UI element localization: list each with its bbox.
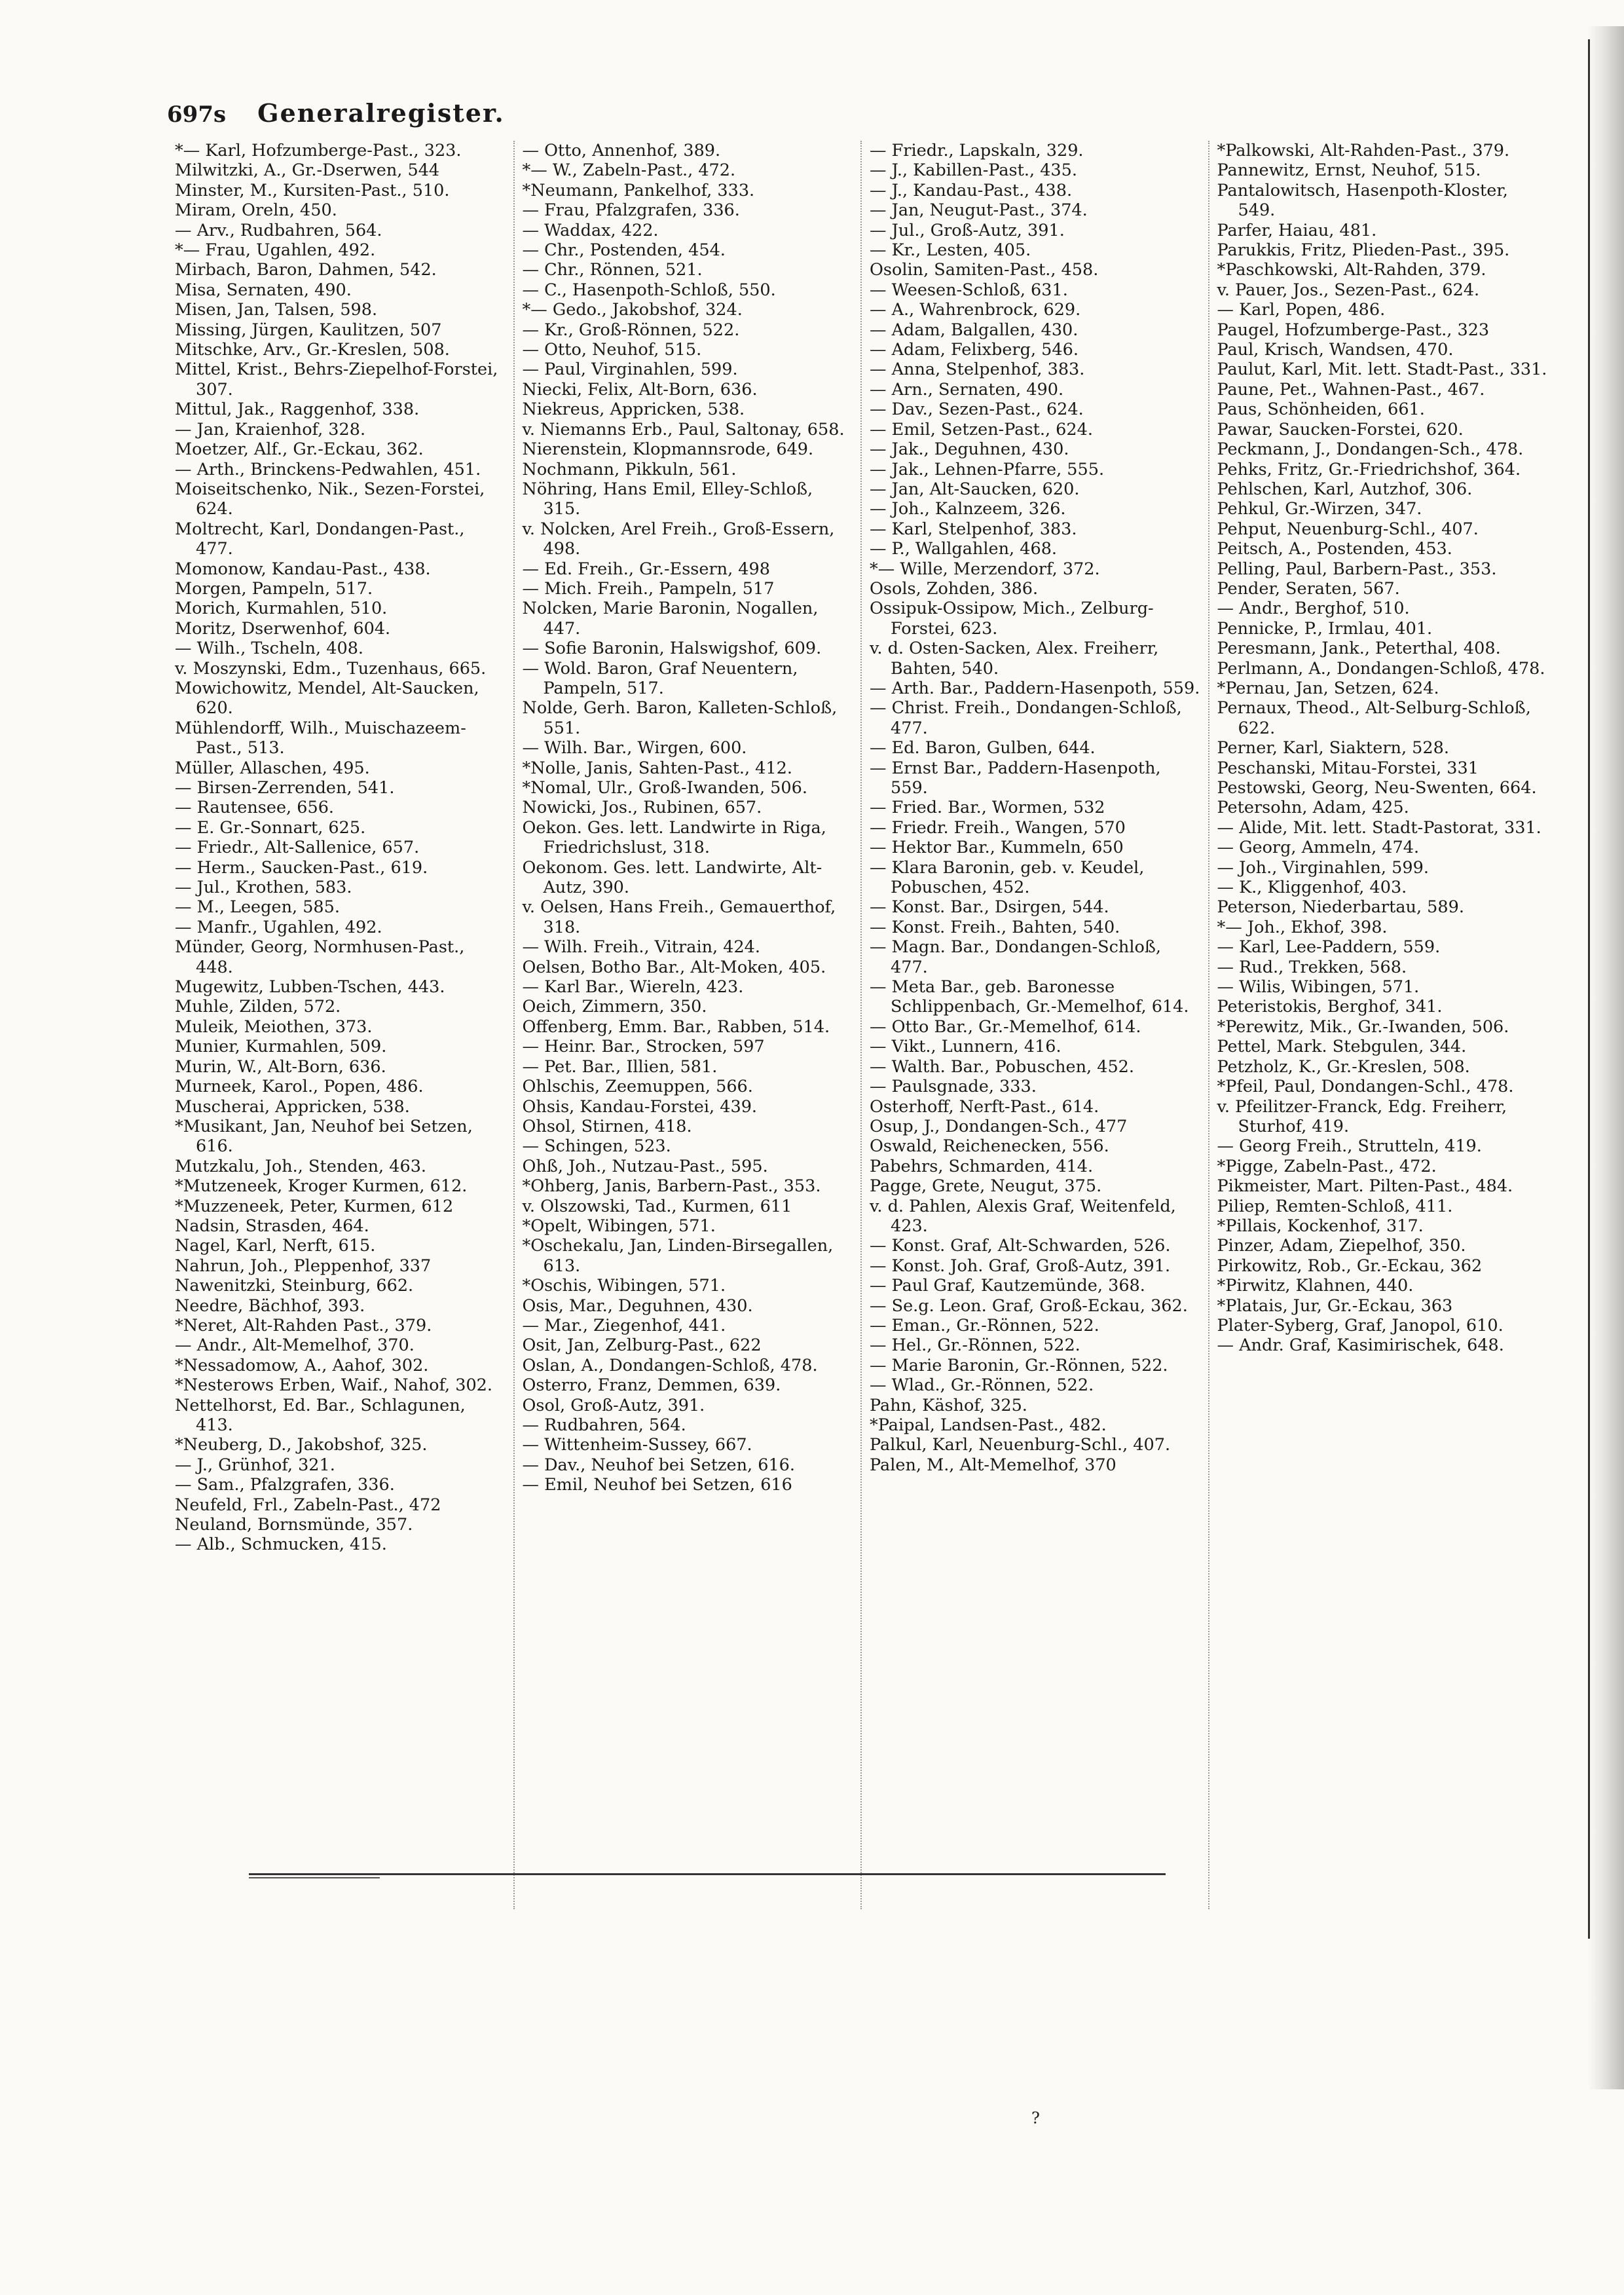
register-entry: Mirbach, Baron, Dahmen, 542. xyxy=(175,260,437,280)
register-entry: Perlmann, A., Dondangen-Schloß, 478. xyxy=(1217,658,1545,679)
register-entry: — A., Wahrenbrock, 629. xyxy=(870,300,1081,320)
register-entry: — Meta Bar., geb. Baronesse Schlippenbach, Gr.-Memelhof, 614. xyxy=(870,977,1189,1017)
register-entry: *— Gedo., Jakobshof, 324. xyxy=(522,300,743,320)
register-entry: — Emil, Neuhof bei Setzen, 616 xyxy=(522,1475,792,1495)
register-entry: Niecki, Felix, Alt-Born, 636. xyxy=(522,379,758,400)
footer-mark: ? xyxy=(1031,2109,1040,2127)
register-entry: Osols, Zohden, 386. xyxy=(870,578,1039,599)
register-entry: — Andr., Alt-Memelhof, 370. xyxy=(175,1335,415,1356)
register-entry: Perner, Karl, Siaktern, 528. xyxy=(1217,738,1449,758)
register-entry: — Magn. Bar., Dondangen-Schloß, 477. xyxy=(870,937,1161,977)
register-entry: *— Wille, Merzendorf, 372. xyxy=(870,559,1100,579)
register-entry: *Paipal, Landsen-Past., 482. xyxy=(870,1415,1107,1435)
register-entry: — M., Leegen, 585. xyxy=(175,897,340,918)
register-entry: — Sam., Pfalzgrafen, 336. xyxy=(175,1475,395,1495)
register-entry: — P., Wallgahlen, 468. xyxy=(870,539,1058,559)
register-entry: Münder, Georg, Normhusen-Past., 448. xyxy=(175,937,465,977)
register-entry: — Konst. Freih., Bahten, 540. xyxy=(870,917,1120,937)
register-entry: Nolde, Gerh. Baron, Kalleten-Schloß, 551. xyxy=(522,698,838,738)
register-entry: Pelling, Paul, Barbern-Past., 353. xyxy=(1217,559,1497,579)
register-entry: — Karl, Lee-Paddern, 559. xyxy=(1217,937,1441,958)
register-entry: Misen, Jan, Talsen, 598. xyxy=(175,300,378,320)
register-entry: — Wilh. Bar., Wirgen, 600. xyxy=(522,738,747,758)
register-entry: Pettel, Mark. Stebgulen, 344. xyxy=(1217,1037,1467,1057)
register-entry: v. d. Pahlen, Alexis Graf, Weitenfeld, 423. xyxy=(870,1196,1176,1236)
register-entry: — Eman., Gr.-Rönnen, 522. xyxy=(870,1315,1099,1335)
register-entry: Moritz, Dserwenhof, 604. xyxy=(175,618,391,639)
register-entry: — Kr., Groß-Rönnen, 522. xyxy=(522,320,740,340)
register-entry: — Se.g. Leon. Graf, Groß-Eckau, 362. xyxy=(870,1296,1188,1316)
register-entry: *Neret, Alt-Rahden Past., 379. xyxy=(175,1315,432,1335)
register-entry: — Walth. Bar., Pobuschen, 452. xyxy=(870,1056,1135,1077)
register-entry: — Ed. Freih., Gr.-Essern, 498 xyxy=(522,559,770,579)
register-entry: Pantalowitsch, Hasenpoth-Kloster, 549. xyxy=(1217,180,1508,221)
register-entry: — Ed. Baron, Gulben, 644. xyxy=(870,738,1096,758)
register-entry: — Chr., Rönnen, 521. xyxy=(522,260,703,280)
register-entry: — Wilis, Wibingen, 571. xyxy=(1217,977,1420,998)
register-entry: — Rud., Trekken, 568. xyxy=(1217,957,1407,977)
register-entry: — Kr., Lesten, 405. xyxy=(870,240,1031,261)
register-column-1 xyxy=(167,141,513,1909)
register-entry: Petersohn, Adam, 425. xyxy=(1217,798,1409,818)
register-entry: Pabehrs, Schmarden, 414. xyxy=(870,1156,1094,1176)
register-entry: *Oschekalu, Jan, Linden-Birsegallen, 613. xyxy=(522,1236,834,1276)
register-entry: Palen, M., Alt-Memelhof, 370 xyxy=(870,1455,1116,1475)
register-entry: Oeich, Zimmern, 350. xyxy=(522,997,707,1017)
register-entry: Parukkis, Fritz, Plieden-Past., 395. xyxy=(1217,240,1510,261)
register-entry: Momonow, Kandau-Past., 438. xyxy=(175,559,431,579)
register-entry: — Adam, Felixberg, 546. xyxy=(870,340,1079,360)
register-entry: — Marie Baronin, Gr.-Rönnen, 522. xyxy=(870,1355,1168,1375)
register-entry: Paune, Pet., Wahnen-Past., 467. xyxy=(1217,379,1485,400)
register-entry: — Jul., Groß-Autz, 391. xyxy=(870,220,1065,240)
register-entry: — Wittenheim-Sussey, 667. xyxy=(522,1435,752,1455)
register-entry: Moiseitschenko, Nik., Sezen-Forstei, 624. xyxy=(175,479,485,519)
register-entry: — Konst. Graf, Alt-Schwarden, 526. xyxy=(870,1236,1171,1256)
register-entry: — Karl, Popen, 486. xyxy=(1217,300,1386,320)
register-entry: *Pigge, Zabeln-Past., 472. xyxy=(1217,1156,1437,1176)
register-entry: *Nesterows Erben, Waif., Nahof, 302. xyxy=(175,1375,492,1396)
register-entry: Pestowski, Georg, Neu-Swenten, 664. xyxy=(1217,778,1537,798)
register-entry: — E. Gr.-Sonnart, 625. xyxy=(175,817,366,838)
register-entry: — Konst. Bar., Dsirgen, 544. xyxy=(870,897,1109,918)
register-entry: Nettelhorst, Ed. Bar., Schlagunen, 413. xyxy=(175,1395,466,1435)
register-entry: Ohsis, Kandau-Forstei, 439. xyxy=(522,1096,758,1117)
register-entry: Misa, Sernaten, 490. xyxy=(175,280,352,300)
register-entry: Nagel, Karl, Nerft, 615. xyxy=(175,1236,376,1256)
register-entry: *Palkowski, Alt-Rahden-Past., 379. xyxy=(1217,141,1510,160)
register-entry: Murin, W., Alt-Born, 636. xyxy=(175,1056,386,1077)
register-entry: Peschanski, Mitau-Forstei, 331 xyxy=(1217,758,1479,778)
register-entry: Oelsen, Botho Bar., Alt-Moken, 405. xyxy=(522,957,826,977)
register-entry: — Otto Bar., Gr.-Memelhof, 614. xyxy=(870,1017,1141,1037)
register-entry: — Christ. Freih., Dondangen-Schloß, 477. xyxy=(870,698,1182,738)
register-entry: — J., Kandau-Past., 438. xyxy=(870,180,1073,200)
register-entry: Pehput, Neuenburg-Schl., 407. xyxy=(1217,519,1479,539)
register-entry: Peresmann, Jank., Peterthal, 408. xyxy=(1217,639,1501,659)
register-entry: — Hel., Gr.-Rönnen, 522. xyxy=(870,1335,1080,1356)
register-entry: — Anna, Stelpenhof, 383. xyxy=(870,360,1085,380)
register-entry: Munier, Kurmahlen, 509. xyxy=(175,1037,387,1057)
register-entry: — Emil, Setzen-Past., 624. xyxy=(870,419,1093,439)
register-entry: Mühlendorff, Wilh., Muischazeem-Past., 513. xyxy=(175,718,466,758)
register-entry: — Dav., Sezen-Past., 624. xyxy=(870,400,1084,420)
register-entry: Pehkul, Gr.-Wirzen, 347. xyxy=(1217,499,1422,519)
register-entry: Osolin, Samiten-Past., 458. xyxy=(870,260,1099,280)
register-entry: Osol, Groß-Autz, 391. xyxy=(522,1395,705,1415)
register-entry: — K., Kliggenhof, 403. xyxy=(1217,878,1407,898)
register-entry: Miram, Oreln, 450. xyxy=(175,200,337,221)
register-entry: — Jak., Lehnen-Pfarre, 555. xyxy=(870,459,1105,479)
register-entry: — Frau, Pfalzgrafen, 336. xyxy=(522,200,740,221)
register-entry: Pehks, Fritz, Gr.-Friedrichshof, 364. xyxy=(1217,459,1521,479)
register-entry: — Karl Bar., Wiereln, 423. xyxy=(522,977,744,998)
register-entry: Ossipuk-Ossipow, Mich., Zelburg-Forstei, 623. xyxy=(870,599,1154,639)
register-entry: v. Olszowski, Tad., Kurmen, 611 xyxy=(522,1196,792,1216)
register-entry: Osup, J., Dondangen-Sch., 477 xyxy=(870,1116,1128,1136)
register-entry: — Wilh., Tscheln, 408. xyxy=(175,639,364,659)
register-entry: Piliep, Remten-Schloß, 411. xyxy=(1217,1196,1453,1216)
register-entry: Pinzer, Adam, Ziepelhof, 350. xyxy=(1217,1236,1466,1256)
register-entry: Ohß, Joh., Nutzau-Past., 595. xyxy=(522,1156,768,1176)
register-entry: — Pet. Bar., Illien, 581. xyxy=(522,1056,718,1077)
register-entry: Pagge, Grete, Neugut, 375. xyxy=(870,1176,1102,1197)
register-entry: Oekonom. Ges. lett. Landwirte, Alt-Autz, 390. xyxy=(522,857,822,898)
register-entry: — Friedr., Lapskaln, 329. xyxy=(870,141,1084,160)
register-entry: Ohsol, Stirnen, 418. xyxy=(522,1116,692,1136)
register-entry: v. Moszynski, Edm., Tuzenhaus, 665. xyxy=(175,658,487,679)
register-entry: Peitsch, A., Postenden, 453. xyxy=(1217,539,1452,559)
register-column-3 xyxy=(860,141,1208,1909)
register-entry: *— Joh., Ekhof, 398. xyxy=(1217,917,1388,937)
register-entry: — Jan, Neugut-Past., 374. xyxy=(870,200,1088,221)
register-entry: — Karl, Stelpenhof, 383. xyxy=(870,519,1077,539)
register-entry: Mittel, Krist., Behrs-Ziepelhof-Forstei, 307. xyxy=(175,360,498,400)
register-entry: — Dav., Neuhof bei Setzen, 616. xyxy=(522,1455,796,1475)
register-column-4 xyxy=(1208,141,1556,1909)
register-entry: v. Niemanns Erb., Paul, Saltonay, 658. xyxy=(522,419,845,439)
register-entry: — Rautensee, 656. xyxy=(175,798,335,818)
register-entry: Pennicke, P., Irmlau, 401. xyxy=(1217,618,1433,639)
register-entry: Neufeld, Frl., Zabeln-Past., 472 xyxy=(175,1495,441,1515)
register-entry: Peteristokis, Berghof, 341. xyxy=(1217,997,1443,1017)
register-entry: *Pernau, Jan, Setzen, 624. xyxy=(1217,678,1439,698)
register-entry: *Perewitz, Mik., Gr.-Iwanden, 506. xyxy=(1217,1017,1509,1037)
register-entry: — Chr., Postenden, 454. xyxy=(522,240,726,261)
register-entry: — Friedr., Alt-Sallenice, 657. xyxy=(175,838,420,858)
register-entry: Mugewitz, Lubben-Tschen, 443. xyxy=(175,977,445,998)
register-entry: Pawar, Saucken-Forstei, 620. xyxy=(1217,419,1464,439)
register-entry: — Adam, Balgallen, 430. xyxy=(870,320,1079,340)
register-entry: *Mutzeneek, Kroger Kurmen, 612. xyxy=(175,1176,468,1197)
register-entry: Paugel, Hofzumberge-Past., 323 xyxy=(1217,320,1490,340)
register-entry: *Pirwitz, Klahnen, 440. xyxy=(1217,1276,1414,1296)
register-entry: Ohlschis, Zeemuppen, 566. xyxy=(522,1077,753,1097)
register-entry: — Weesen-Schloß, 631. xyxy=(870,280,1068,300)
register-entry: Oekon. Ges. lett. Landwirte in Riga, Friedrichslust, 318. xyxy=(522,817,826,858)
register-entry: *Neumann, Pankelhof, 333. xyxy=(522,180,755,200)
page-title: Generalregister. xyxy=(257,98,505,128)
register-entry: — Klara Baronin, geb. v. Keudel, Pobuschen, 452. xyxy=(870,857,1145,898)
register-entry: v. Pfeilitzer-Franck, Edg. Freiherr, Sturhof, 419. xyxy=(1217,1096,1507,1136)
register-entry: — Paulsgnade, 333. xyxy=(870,1077,1037,1097)
register-entry: Osis, Mar., Deguhnen, 430. xyxy=(522,1296,753,1316)
register-entry: Palkul, Karl, Neuenburg-Schl., 407. xyxy=(870,1435,1171,1455)
register-entry: Needre, Bächhof, 393. xyxy=(175,1296,365,1316)
register-entry: — Jan, Alt-Saucken, 620. xyxy=(870,479,1080,499)
register-entry: — C., Hasenpoth-Schloß, 550. xyxy=(522,280,776,300)
register-entry: *Pfeil, Paul, Dondangen-Schl., 478. xyxy=(1217,1077,1514,1097)
register-entry: Pender, Seraten, 567. xyxy=(1217,578,1400,599)
register-entry: — Arv., Rudbahren, 564. xyxy=(175,220,382,240)
register-entry: — Schingen, 523. xyxy=(522,1136,671,1157)
page-edge-line xyxy=(1588,39,1590,1939)
register-entry: Osterro, Franz, Demmen, 639. xyxy=(522,1375,781,1396)
register-entry: — J., Kabillen-Past., 435. xyxy=(870,160,1077,181)
register-entry: — Arn., Sernaten, 490. xyxy=(870,379,1064,400)
register-entry: Pehlschen, Karl, Autzhof, 306. xyxy=(1217,479,1473,499)
register-entry: Peckmann, J., Dondangen-Sch., 478. xyxy=(1217,439,1524,460)
register-entry: — Wlad., Gr.-Rönnen, 522. xyxy=(870,1375,1094,1396)
register-entry: — Joh., Kalnzeem, 326. xyxy=(870,499,1066,519)
register-entry: — Joh., Virginahlen, 599. xyxy=(1217,857,1429,878)
register-entry: *— W., Zabeln-Past., 472. xyxy=(522,160,736,181)
register-entry: *Pillais, Kockenhof, 317. xyxy=(1217,1216,1424,1236)
register-entry: — Georg Freih., Strutteln, 419. xyxy=(1217,1136,1482,1157)
register-entry: — Otto, Annenhof, 389. xyxy=(522,141,721,160)
register-entry: Morgen, Pampeln, 517. xyxy=(175,578,373,599)
register-entry: — Friedr. Freih., Wangen, 570 xyxy=(870,817,1126,838)
register-entry: Pahn, Käshof, 325. xyxy=(870,1395,1027,1415)
register-entry: — Vikt., Lunnern, 416. xyxy=(870,1037,1061,1057)
register-entry: *Muzzeneek, Peter, Kurmen, 612 xyxy=(175,1196,454,1216)
register-entry: — Heinr. Bar., Strocken, 597 xyxy=(522,1037,765,1057)
register-entry: Osit, Jan, Zelburg-Past., 622 xyxy=(522,1335,762,1356)
register-entry: Müller, Allaschen, 495. xyxy=(175,758,370,778)
register-entry: Osterhoff, Nerft-Past., 614. xyxy=(870,1096,1099,1117)
register-entry: Nolcken, Marie Baronin, Nogallen, 447. xyxy=(522,599,819,639)
register-entry: Mitschke, Arv., Gr.-Kreslen, 508. xyxy=(175,340,450,360)
register-entry: *Ohberg, Janis, Barbern-Past., 353. xyxy=(522,1176,821,1197)
register-entry: Missing, Jürgen, Kaulitzen, 507 xyxy=(175,320,442,340)
register-entry: Oslan, A., Dondangen-Schloß, 478. xyxy=(522,1355,818,1375)
register-entry: Mowichowitz, Mendel, Alt-Saucken, 620. xyxy=(175,678,479,718)
register-entry: *— Frau, Ugahlen, 492. xyxy=(175,240,376,261)
register-entry: — Georg, Ammeln, 474. xyxy=(1217,838,1420,858)
register-entry: Paus, Schönheiden, 661. xyxy=(1217,400,1425,420)
register-entry: — Jak., Deguhnen, 430. xyxy=(870,439,1069,460)
register-entry: — Jan, Kraienhof, 328. xyxy=(175,419,366,439)
register-entry: v. Nolcken, Arel Freih., Groß-Essern, 498. xyxy=(522,519,835,559)
register-entry: Oswald, Reichenecken, 556. xyxy=(870,1136,1109,1157)
register-entry: Mutzkalu, Joh., Stenden, 463. xyxy=(175,1156,427,1176)
register-entry: Peterson, Niederbartau, 589. xyxy=(1217,897,1464,918)
register-entry: Mittul, Jak., Raggenhof, 338. xyxy=(175,400,420,420)
register-entry: Nowicki, Jos., Rubinen, 657. xyxy=(522,798,762,818)
bottom-rule-short xyxy=(249,1877,380,1878)
register-entry: Paulut, Karl, Mit. lett. Stadt-Past., 331. xyxy=(1217,360,1547,380)
register-entry: — Mar., Ziegenhof, 441. xyxy=(522,1315,726,1335)
page-header xyxy=(167,98,1215,138)
register-entry: Petzholz, K., Gr.-Kreslen, 508. xyxy=(1217,1056,1470,1077)
register-entry: *Musikant, Jan, Neuhof bei Setzen, 616. xyxy=(175,1116,473,1157)
register-entry: Nierenstein, Klopmannsrode, 649. xyxy=(522,439,814,460)
register-entry: — Alide, Mit. lett. Stadt-Pastorat, 331. xyxy=(1217,817,1541,838)
register-entry: Plater-Syberg, Graf, Janopol, 610. xyxy=(1217,1315,1504,1335)
register-entry: — Mich. Freih., Pampeln, 517 xyxy=(522,578,775,599)
register-entry: Nochmann, Pikkuln, 561. xyxy=(522,459,737,479)
register-entry: *Neuberg, D., Jakobshof, 325. xyxy=(175,1435,428,1455)
register-entry: — Arth., Brinckens-Pedwahlen, 451. xyxy=(175,459,481,479)
page-edge-shadow xyxy=(1588,26,1624,2089)
register-entry: v. d. Osten-Sacken, Alex. Freiherr, Bahten, 540. xyxy=(870,639,1159,679)
register-entry: — Herm., Saucken-Past., 619. xyxy=(175,857,428,878)
register-entry: — Andr. Graf, Kasimirischek, 648. xyxy=(1217,1335,1504,1356)
register-entry: — Arth. Bar., Paddern-Hasenpoth, 559. xyxy=(870,678,1200,698)
register-entry: Pirkowitz, Rob., Gr.-Eckau, 362 xyxy=(1217,1256,1483,1276)
register-column-2 xyxy=(513,141,861,1909)
register-entry: — Fried. Bar., Wormen, 532 xyxy=(870,798,1105,818)
register-entry: v. Oelsen, Hans Freih., Gemauerthof, 318. xyxy=(522,897,836,937)
register-entry: Muleik, Meiothen, 373. xyxy=(175,1017,373,1037)
register-entry: Paul, Krisch, Wandsen, 470. xyxy=(1217,340,1454,360)
register-entry: *Nomal, Ulr., Groß-Iwanden, 506. xyxy=(522,778,807,798)
register-columns xyxy=(167,141,1555,1909)
register-entry: — Paul, Virginahlen, 599. xyxy=(522,360,738,380)
register-entry: — Rudbahren, 564. xyxy=(522,1415,686,1435)
bottom-rule xyxy=(249,1873,1166,1875)
register-entry: Niekreus, Appricken, 538. xyxy=(522,400,745,420)
register-entry: *Oschis, Wibingen, 571. xyxy=(522,1276,726,1296)
register-entry: Nöhring, Hans Emil, Elley-Schloß, 315. xyxy=(522,479,813,519)
register-entry: Muscherai, Appricken, 538. xyxy=(175,1096,410,1117)
register-entry: *Paschkowski, Alt-Rahden, 379. xyxy=(1217,260,1486,280)
register-entry: Offenberg, Emm. Bar., Rabben, 514. xyxy=(522,1017,830,1037)
register-entry: — Andr., Berghof, 510. xyxy=(1217,599,1410,619)
register-entry: — Ernst Bar., Paddern-Hasenpoth, 559. xyxy=(870,758,1161,798)
register-entry: Parfer, Haiau, 481. xyxy=(1217,220,1377,240)
register-entry: *Nessadomow, A., Aahof, 302. xyxy=(175,1355,429,1375)
register-entry: Moltrecht, Karl, Dondangen-Past., 477. xyxy=(175,519,465,559)
register-entry: *Nolle, Janis, Sahten-Past., 412. xyxy=(522,758,792,778)
register-entry: v. Pauer, Jos., Sezen-Past., 624. xyxy=(1217,280,1480,300)
register-entry: Minster, M., Kursiten-Past., 510. xyxy=(175,180,450,200)
register-entry: — J., Grünhof, 321. xyxy=(175,1455,335,1475)
register-entry: — Paul Graf, Kautzemünde, 368. xyxy=(870,1276,1145,1296)
register-entry: Morich, Kurmahlen, 510. xyxy=(175,599,388,619)
register-entry: Muhle, Zilden, 572. xyxy=(175,997,341,1017)
register-entry: — Jul., Krothen, 583. xyxy=(175,878,352,898)
register-entry: *Platais, Jur, Gr.-Eckau, 363 xyxy=(1217,1296,1453,1316)
register-entry: *— Karl, Hofzumberge-Past., 323. xyxy=(175,141,462,160)
register-entry: Pernaux, Theod., Alt-Selburg-Schloß, 622. xyxy=(1217,698,1531,738)
register-entry: Pikmeister, Mart. Pilten-Past., 484. xyxy=(1217,1176,1513,1197)
register-entry: Pannewitz, Ernst, Neuhof, 515. xyxy=(1217,160,1481,181)
register-entry: — Alb., Schmucken, 415. xyxy=(175,1535,387,1555)
register-entry: Milwitzki, A., Gr.-Dserwen, 544 xyxy=(175,160,440,181)
register-entry: — Birsen-Zerrenden, 541. xyxy=(175,778,395,798)
register-entry: Nadsin, Strasden, 464. xyxy=(175,1216,369,1236)
register-entry: — Wold. Baron, Graf Neuentern, Pampeln, 517. xyxy=(522,658,798,698)
page-number: 697s xyxy=(167,102,227,128)
register-entry: Murneek, Karol., Popen, 486. xyxy=(175,1077,424,1097)
register-entry: — Hektor Bar., Kummeln, 650 xyxy=(870,838,1124,858)
register-entry: *Opelt, Wibingen, 571. xyxy=(522,1216,716,1236)
register-entry: Nawenitzki, Steinburg, 662. xyxy=(175,1276,414,1296)
register-entry: — Konst. Joh. Graf, Groß-Autz, 391. xyxy=(870,1256,1171,1276)
register-entry: — Otto, Neuhof, 515. xyxy=(522,340,702,360)
register-entry: Moetzer, Alf., Gr.-Eckau, 362. xyxy=(175,439,424,460)
register-entry: — Sofie Baronin, Halswigshof, 609. xyxy=(522,639,822,659)
register-entry: Nahrun, Joh., Pleppenhof, 337 xyxy=(175,1256,432,1276)
register-entry: — Manfr., Ugahlen, 492. xyxy=(175,917,382,937)
register-entry: — Waddax, 422. xyxy=(522,220,659,240)
register-entry: — Wilh. Freih., Vitrain, 424. xyxy=(522,937,761,958)
register-entry: Neuland, Bornsmünde, 357. xyxy=(175,1515,413,1535)
